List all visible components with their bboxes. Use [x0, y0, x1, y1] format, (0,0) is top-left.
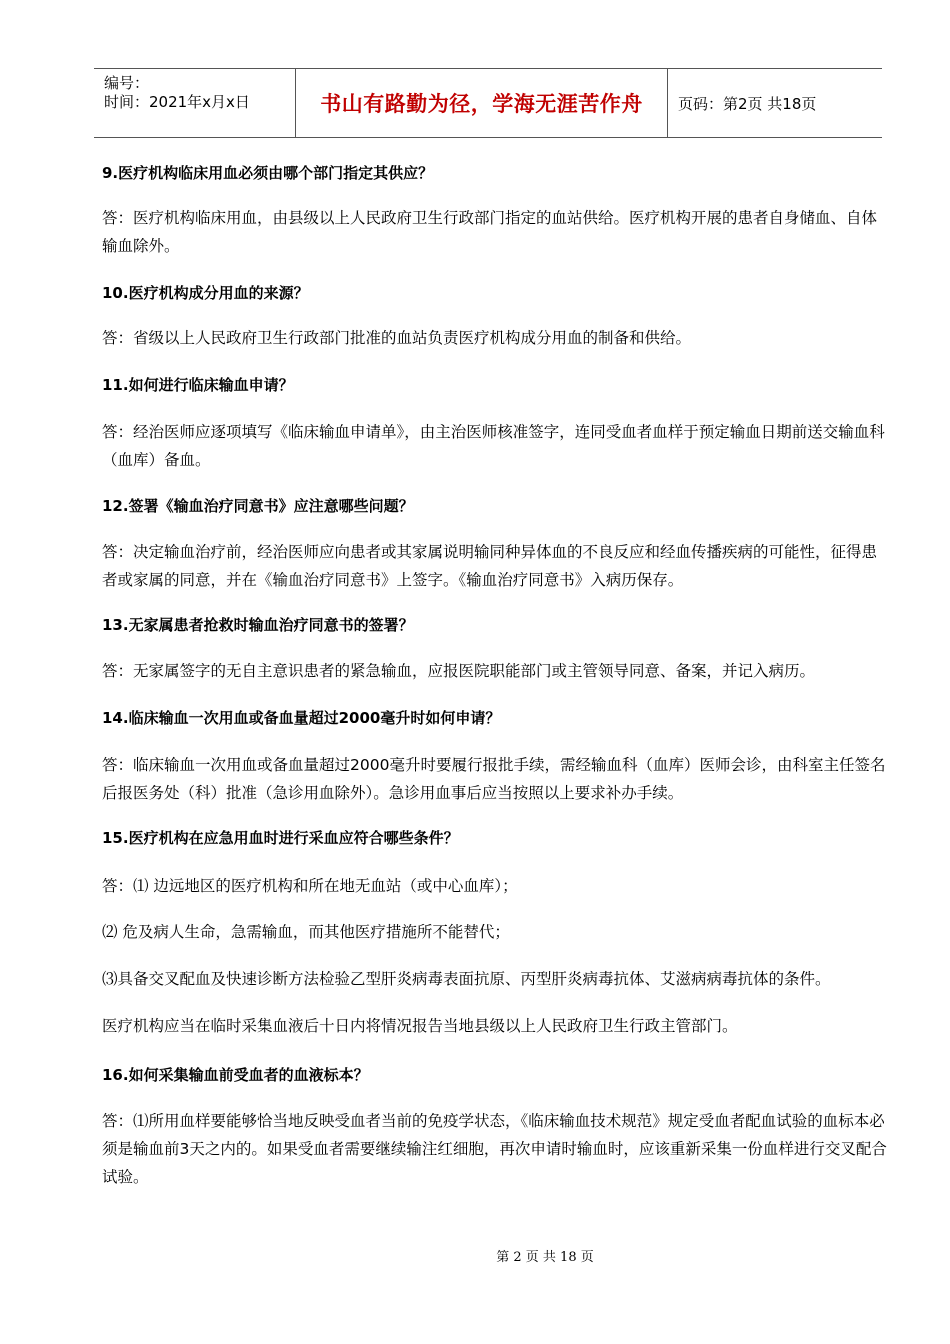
header-meta-cell [94, 69, 296, 137]
answer-10: 答：省级以上人民政府卫生行政部门批准的血站负责医疗机构成分用血的制备和供给。 [102, 329, 692, 347]
header-page-info: 页码：第2页 共18页 [678, 94, 817, 113]
answer-15-line-1: 答：⑴ 边远地区的医疗机构和所在地无血站（或中心血库）； [102, 877, 518, 895]
question-16: 16.如何采集输血前受血者的血液标本？ [102, 1066, 369, 1084]
question-10: 10.医疗机构成分用血的来源？ [102, 284, 309, 302]
answer-16: 答：⑴所用血样要能够恰当地反映受血者当前的免疫学状态，《临床输血技术规范》规定受血者配血试验的血标本必须是输血前3天之内的。如果受血者需要继续输注红细胞，再次申请时输血时，应该重新采集一份血样进行交叉配合试验。 [102, 1112, 887, 1186]
question-14: 14.临床输血一次用血或备血量超过2000毫升时如何申请？ [102, 709, 501, 727]
header-motto-cell [296, 69, 668, 137]
question-9: 9.医疗机构临床用血必须由哪个部门指定其供应？ [102, 164, 434, 182]
answer-15-line-3: ⑶具备交叉配血及快速诊断方法检验乙型肝炎病毒表面抗原、丙型肝炎病毒抗体、艾滋病病毒抗体的条件。 [102, 970, 831, 988]
answer-15-line-4: 医疗机构应当在临时采集血液后十日内将情况报告当地县级以上人民政府卫生行政主管部门。 [102, 1017, 738, 1035]
page-header [94, 68, 882, 138]
answer-12: 答：决定输血治疗前，经治医师应向患者或其家属说明输同种异体血的不良反应和经血传播疾病的可能性，征得患者或家属的同意，并在《输血治疗同意书》上签字。《输血治疗同意书》入病历保存。 [102, 543, 878, 589]
question-11: 11.如何进行临床输血申请？ [102, 376, 294, 394]
answer-13: 答：无家属签字的无自主意识患者的紧急输血，应报医院职能部门或主管领导同意、备案，并记入病历。 [102, 662, 816, 680]
header-page-cell [668, 69, 882, 137]
answer-15-line-2: ⑵ 危及病人生命，急需输血，而其他医疗措施所不能替代； [102, 923, 510, 941]
document-time-label: 时间：2021年x月x日 [104, 93, 250, 111]
page-footer: 第 2 页 共 18 页 [496, 1250, 594, 1265]
header-motto: 书山有路勤为径，学海无涯苦作舟 [320, 91, 643, 116]
question-12: 12.签署《输血治疗同意书》应注意哪些问题？ [102, 497, 414, 515]
answer-9: 答：医疗机构临床用血，由县级以上人民政府卫生行政部门指定的血站供给。医疗机构开展的患者自身储血、自体输血除外。 [102, 209, 878, 255]
answer-14: 答：临床输血一次用血或备血量超过2000毫升时要履行报批手续，需经输血科（血库）医师会诊，由科室主任签名后报医务处（科）批准（急诊用血除外）。急诊用血事后应当按照以上要求补办手续。 [102, 756, 886, 802]
question-15: 15.医疗机构在应急用血时进行采血应符合哪些条件？ [102, 829, 459, 847]
question-13: 13.无家属患者抢救时输血治疗同意书的签署？ [102, 616, 414, 634]
answer-11: 答：经治医师应逐项填写《临床输血申请单》，由主治医师核准签字，连同受血者血样于预定输血日期前送交输血科（血库）备血。 [102, 423, 885, 469]
document-number-label: 编号： [104, 74, 150, 92]
